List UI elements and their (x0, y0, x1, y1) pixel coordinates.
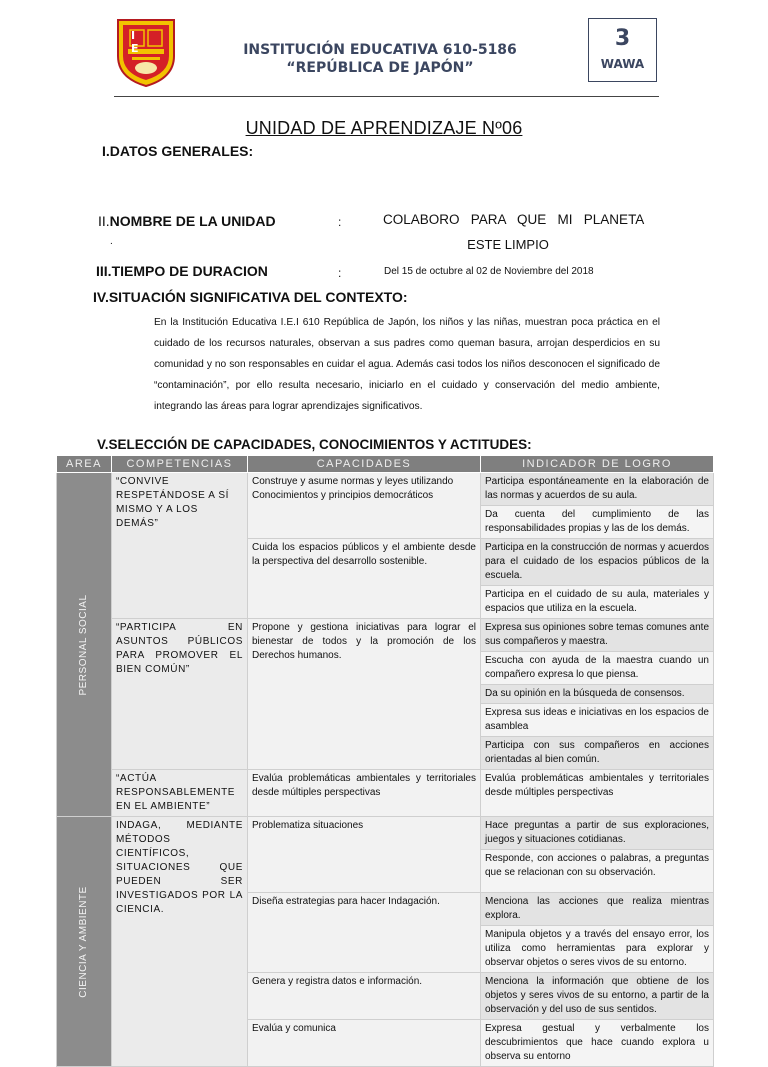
indicador-cell: Participa con sus compañeros en acciones orientadas al bien común. (481, 737, 714, 770)
competencia-cell: “ACTÚA RESPONSABLEMENTE EN EL AMBIENTE” (112, 770, 248, 817)
header-capacidades: CAPACIDADES (248, 456, 481, 473)
section-5-heading (97, 437, 532, 452)
unit-name-line2: ESTE LIMPIO (467, 237, 549, 252)
document-title: UNIDAD DE APRENDIZAJE Nº06 (245, 118, 523, 138)
indicador-cell: Menciona las acciones que realiza mientras explora. (481, 893, 714, 926)
section-5-number: V. (97, 437, 109, 452)
section-2-bullet: . (110, 236, 113, 247)
capacidad-cell: Problematiza situaciones (248, 817, 481, 893)
capacidad-cell: Genera y registra datos e información. (248, 973, 481, 1020)
indicador-cell: Evalúa problemáticas ambientales y territoriales desde múltiples perspectivas (481, 770, 714, 817)
table-header-row (57, 456, 714, 473)
competencia-cell: INDAGA, MEDIANTE MÉTODOS CIENTÍFICOS, SITUACIONES QUE PUEDEN SER INVESTIGADOS POR LA CIENCIA. (112, 817, 248, 1067)
capacities-table (56, 455, 714, 1067)
indicador-cell: Da cuenta del cumplimiento de las responsabilidades propias y las de los demás. (481, 506, 714, 539)
header-indicador: INDICADOR DE LOGRO (481, 456, 714, 473)
badge-number: 3 (614, 26, 631, 51)
header-area: AREA (57, 456, 112, 473)
indicador-cell: Escucha con ayuda de la maestra cuando un compañero expresa lo que piensa. (481, 652, 714, 685)
indicador-cell: Participa en el cuidado de su aula, materiales y espacios que utiliza en la escuela. (481, 586, 714, 619)
table-row (57, 817, 714, 850)
indicador-cell: Expresa gestual y verbalmente los descubrimientos que hace cuando explora u observa su entorno (481, 1020, 714, 1067)
indicador-cell: Responde, con acciones o palabras, a preguntas que se relacionan con su observación. (481, 850, 714, 893)
table-row (57, 770, 714, 817)
indicador-cell: Hace preguntas a partir de sus exploraciones, juegos y situaciones cotidianas. (481, 817, 714, 850)
section-4-label: SITUACIÓN SIGNIFICATIVA DEL CONTEXTO: (108, 289, 408, 305)
indicador-cell: Participa en la construcción de normas y acuerdos para el cuidado de los espacios públicos de la escuela. (481, 539, 714, 586)
section-2-heading (98, 213, 276, 229)
section-3-label: TIEMPO DE DURACION (111, 263, 268, 279)
unit-name-line1: COLABORO PARA QUE MI PLANETA (383, 212, 645, 227)
competencia-cell: “PARTICIPA EN ASUNTOS PÚBLICOS PARA PROMOVER EL BIEN COMÚN” (112, 619, 248, 770)
section-4-number: IV. (93, 289, 109, 305)
header-competencias: COMPETENCIAS (112, 456, 248, 473)
indicador-cell: Expresa sus ideas e iniciativas en los espacios de asamblea (481, 704, 714, 737)
badge-label: WAWA (600, 57, 645, 71)
logo-text: I E (131, 29, 147, 55)
area-ciencia-ambiente: CIENCIA Y AMBIENTE (78, 885, 89, 998)
indicador-cell: Menciona la información que obtiene de los objetos y seres vivos de su entorno, a partir de la observación y del uso de sus sentidos. (481, 973, 714, 1020)
indicador-cell: Manipula objetos y a través del ensayo error, los utiliza como herramientas para explorar y observar objetos o seres vivos de su entorno. (481, 926, 714, 973)
section-2-label: NOMBRE DE LA UNIDAD (109, 213, 276, 229)
indicador-cell: Expresa sus opiniones sobre temas comunes ante sus compañeros y maestra. (481, 619, 714, 652)
grade-badge (588, 18, 657, 82)
section-1-label: DATOS GENERALES: (109, 143, 254, 159)
school-name: INSTITUCIÓN EDUCATIVA 610-5186 (243, 42, 517, 58)
duration-value: Del 15 de octubre al 02 de Noviembre del 2018 (384, 266, 594, 277)
indicador-cell: Da su opinión en la búsqueda de consensos. (481, 685, 714, 704)
area-personal-social: PERSONAL SOCIAL (78, 593, 89, 696)
section-2-number: II. (98, 213, 110, 229)
table-row (57, 619, 714, 652)
section-1-heading (102, 143, 253, 159)
section-5-label: SELECCIÓN DE CAPACIDADES, CONOCIMIENTOS Y ACTITUDES: (108, 437, 532, 452)
school-subtitle: “REPÚBLICA DE JAPÓN” (286, 60, 474, 76)
area-cell (57, 473, 112, 817)
indicador-cell: Participa espontáneamente en la elaboración de las normas y acuerdos de su aula. (481, 473, 714, 506)
school-logo (114, 16, 178, 88)
capacidad-cell: Evalúa problemáticas ambientales y territoriales desde múltiples perspectivas (248, 770, 481, 817)
section-1-number: I. (102, 143, 110, 159)
capacidad-cell: Diseña estrategias para hacer Indagación. (248, 893, 481, 973)
header-divider (114, 96, 659, 97)
competencia-cell: “CONVIVE RESPETÁNDOSE A SÍ MISMO Y A LOS DEMÁS” (112, 473, 248, 619)
section-3-heading (96, 263, 268, 279)
capacidad-cell: Evalúa y comunica (248, 1020, 481, 1067)
section-4-heading (93, 289, 408, 305)
capacidad-cell: Construye y asume normas y leyes utilizando Conocimientos y principios democráticos (248, 473, 481, 539)
capacidad-cell: Propone y gestiona iniciativas para lograr el bienestar de todos y la promoción de los Derechos humanos. (248, 619, 481, 770)
section-3-number: III. (96, 263, 112, 279)
area-cell (57, 817, 112, 1067)
context-paragraph: En la Institución Educativa I.E.I 610 República de Japón, los niños y las niñas, muestran poca práctica en el cuidado de los recursos naturales, observan a sus padres como queman basura, arrojan desperdicios en su comunidad y no son responsables en cuidar el agua. Además casi todos los niños desconocen el significado de “contaminación”, por ello resulta necesario, iniciarlo en el cuidado y conservación del medio ambiente, integrando las áreas para lograr aprendizajes significativos. (154, 317, 660, 412)
section-2-colon: : (338, 215, 342, 229)
table-row (57, 473, 714, 506)
section-3-colon: : (338, 266, 342, 280)
capacidad-cell: Cuida los espacios públicos y el ambiente desde la perspectiva del desarrollo sostenible. (248, 539, 481, 619)
